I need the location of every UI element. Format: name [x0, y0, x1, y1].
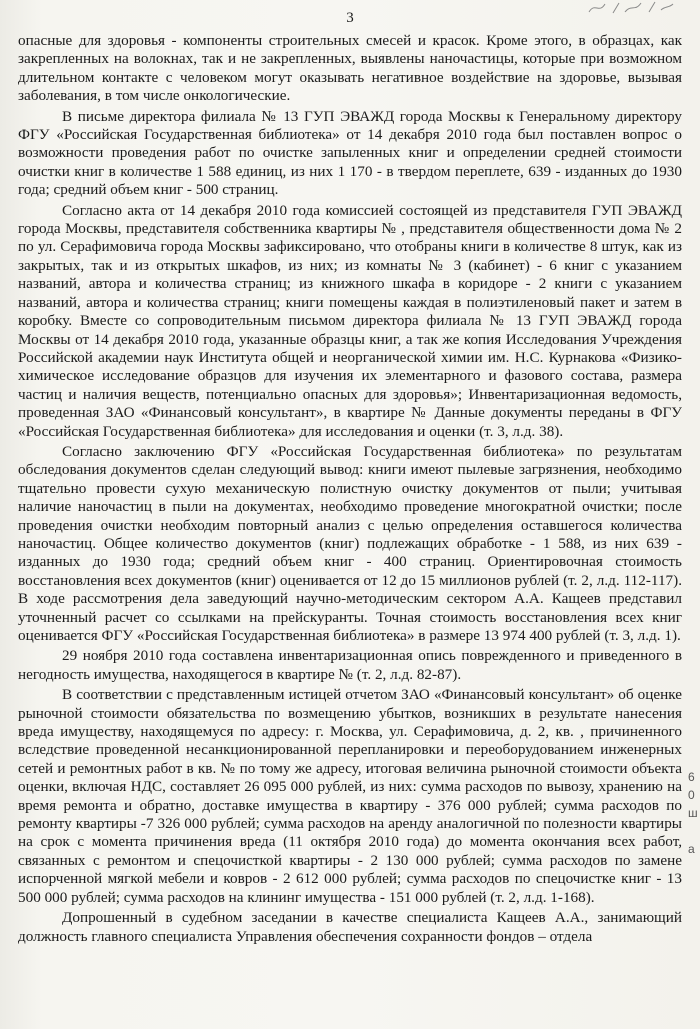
document-body [18, 32, 682, 948]
paragraph: Согласно заключению ФГУ «Российская Государственная библиотека» по результатам обследования документов сделан следующий вывод: книги имеют пылевые загрязнения, необходимо тщательно провести сухую механическую полистную очистку документов от пыли; учитывая наличие наночастиц в пыли на документах, необходимо проведение многократной очистки; после проведения очистки необходим повторный анализ с целью определения оставшегося количества наночастиц. Общее количество документов (книг) подлежащих обработке - 1 588, из них 639 - изданных до 1930 года; средний объем книг - 400 страниц. Ориентировочная стоимость восстановления всех документов (книг) оценивается от 12 до 15 миллионов рублей (т. 2, л.д. 112-117). В ходе рассмотрения дела заведующий научно-методическим сектором А.А. Кащеев представил уточненный расчет со ссылками на прейскуранты. Точная стоимость восстановления всех книг оценивается ФГУ «Российская Государственная библиотека» в размере 13 974 400 рублей (т. 3, л.д. 1). [18, 442, 682, 644]
paragraph: Согласно акта от 14 декабря 2010 года комиссией состоящей из представителя ГУП ЭВАЖД города Москвы, представителя собственника квартиры № , представителя общественности дома № 2 по ул. Серафимовича города Москвы зафиксировано, что отобраны книги в количестве 8 штук, как из закрытых, так и из открытых шкафов, из них; из комнаты № 3 (кабинет) - 6 книг с указанием названий, автора и количества страниц; из книжного шкафа в коридоре - 2 книги с указанием названий, автора и количества страниц; книги помещены каждая в полиэтиленовый пакет и затем в коробку. Вместе со сопроводительным письмом директора филиала № 13 ГУП ЭВАЖД города Москвы от 14 декабря 2010 года, указанные образцы книг, а так же копия Исследования Учреждения Российской академии наук Института общей и неорганической химии им. Н.С. Курнакова «Физико-химическое исследование образцов для изучения их элементарного и фазового состава, размера частиц и наличия веществ, потенциально опасных для здоровья»; Инвентаризационная ведомость, проведенная ЗАО «Финансовый консультант», в квартире № Данные документы переданы в ФГУ «Российская Государственная библиотека» для исследования и оценки (т. 3, л.д. 38). [18, 201, 682, 440]
paragraph: опасные для здоровья - компоненты строительных смесей и красок. Кроме этого, в образцах, как закрепленных на волокнах, так и не закрепленных, выявлены наночастицы, которые при возможном длительном контакте с человеком могут оказывать негативное воздействие на здоровье, вызывая заболевания, в том числе онкологические. [18, 32, 682, 105]
paragraph: В письме директора филиала № 13 ГУП ЭВАЖД города Москвы к Генеральному директору ФГУ «Российская Государственная библиотека» от 14 декабря 2010 года был поставлен вопрос о возможности проведения работ по очистке запыленных книг и определении средней стоимости очистки книг в количестве 1 588 единиц, из них 1 170 - в твердом переплете, 639 - изданных до 1930 года; средний объем книг - 500 страниц. [18, 107, 682, 199]
paragraph: 29 ноября 2010 года составлена инвентаризационная опись поврежденного и приведенного в негодность имущества, находящегося в квартире № (т. 2, л.д. 82-87). [18, 647, 682, 683]
paragraph: Допрошенный в судебном заседании в качестве специалиста Кащеев А.А., занимающий должность главного специалиста Управления обеспечения сохранности фондов – отдела [18, 909, 682, 945]
margin-note: 0 [688, 788, 695, 802]
paragraph: В соответствии с представленным истицей отчетом ЗАО «Финансовый консультант» об оценке рыночной стоимости обязательства по возмещению убытков, возникших в результате нанесения вреда имуществу, находящемуся по адресу: г. Москва, ул. Серафимовича, д. 2, кв. , причиненного вследствие проведенной несанкционированной перепланировки и переоборудованием инженерных сетей и ремонтных работ в кв. № по тому же адресу, итоговая величина рыночной стоимости объекта оценки, включая НДС, составляет 26 095 000 рублей, из них: сумма расходов по вывозу, хранению на время ремонта и обратно, доставке имущества в квартиру - 376 000 рублей; сумма расходов по ремонту квартиры -7 326 000 рублей; сумма расходов на аренду аналогичной по полезности квартиры на срок с момента причинения вреда (11 октября 2010 года) до момента окончания всех работ, связанных с ремонтом и спецочисткой квартиры - 2 130 000 рублей; сумма расходов по замене испорченной мягкой мебели и ковров - 2 612 000 рублей; сумма расходов по спецочистке книг - 13 500 000 рублей; сумма расходов на клининг имущества - 151 000 рублей (т. 2, л.д. 1-168). [18, 686, 682, 906]
margin-note: ш [688, 806, 698, 820]
margin-note: а [688, 842, 695, 856]
page-number: 3 [346, 10, 354, 26]
margin-note: 6 [688, 770, 695, 784]
